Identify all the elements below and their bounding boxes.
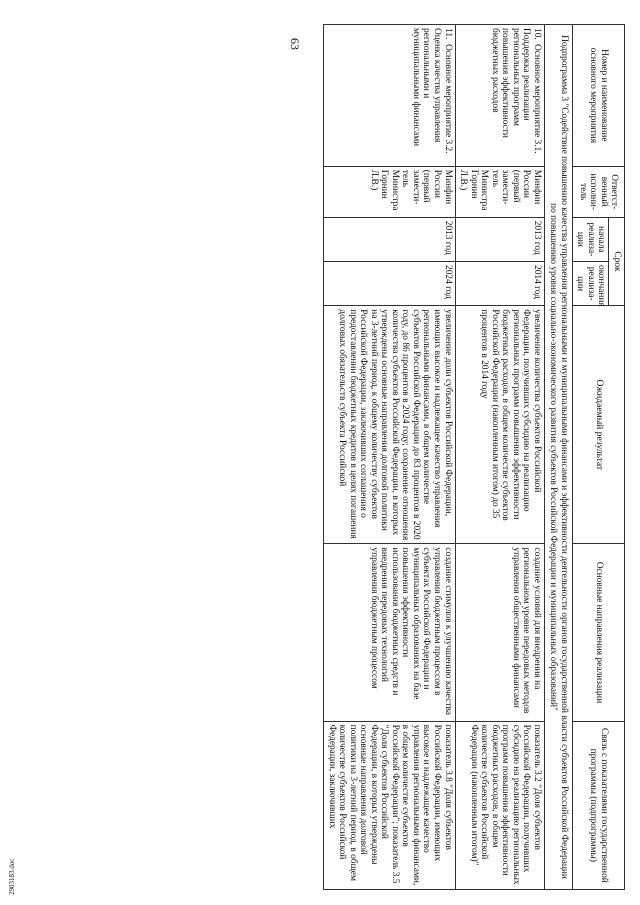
header-responsible: Ответст-венный исполни-тель	[572, 166, 624, 217]
activity-name: Основное мероприятие 3.2. Оценка качества управления региональными и муниципальными финансами	[410, 28, 453, 154]
responsible-cell: Минфин России (первый замести-тель Министра Горнин Л.В.)	[324, 166, 455, 217]
row-number: 11.	[442, 28, 453, 40]
row-number: 10.	[531, 28, 542, 40]
subprogram-title: Подпрограмма 3 "Содействие повышению качества управления региональными и муниципальными финансами и эффективности деятельности органов государственной власти субъектов Российской Федерации по повышению уровня социально-экономического развития субъектов Российской Федерации и муниципальных образований"	[544, 25, 572, 890]
result-cell: увеличение доли субъектов Российской Федерации, имеющих высокое и надлежащее качество управления региональными финансами, в общем количестве субъектов Российской Федерации до 83 процентов в 2020 году, до 86 процентов в 2024 году; сохранение отношения количества субъектов Российской Федерации, в которых утверждены основные направления долговой политики на 3-летний период, к общему количеству субъектов Российской Федерации, заключивших соглашения о предоставлении бюджетных кредитов в целях погашения долговых обязательств субъекта Российской	[324, 306, 455, 544]
header-indicators: Связь с показателями государственной программы (подпрограммы)	[572, 721, 624, 889]
header-term: Срок	[609, 217, 625, 306]
file-id: 2903183.doc	[8, 858, 16, 895]
activity-cell	[324, 25, 455, 167]
header-end: окончания реализа-ции	[572, 262, 609, 306]
indicators-cell: показатель 3.8 "Доля субъектов Российской Федерации, имеющих высокое и надлежащее качество управления региональными финансами, в общем количестве субъектов Российской Федерации"; показатель 3.5 "Доля субъектов Российской Федерации, в которых утверждены основные направления долговой политики на 3-летний период, в общем количестве субъектов Российской Федерации, заключивших	[324, 721, 455, 889]
activity-cell	[455, 25, 544, 167]
directions-cell: создание условий для внедрения на региональном уровне передовых методов управления общественными финансами	[455, 544, 544, 721]
table-row	[455, 25, 544, 890]
document-sheet	[60, 24, 625, 890]
header-activity: Номер и наименование основного мероприятия	[572, 25, 624, 167]
table-row	[324, 25, 455, 890]
end-cell: 2014 год	[455, 262, 544, 306]
page-number: 63	[288, 38, 302, 50]
header-directions: Основные направления реализации	[572, 544, 624, 721]
start-cell: 2013 год	[455, 217, 544, 261]
responsible-cell: Минфин России (первый замести-тель Министра Горнин Л.В.)	[455, 166, 544, 217]
header-start: начала реализа-ции	[572, 217, 609, 261]
activities-table	[323, 24, 625, 890]
start-cell: 2013 год	[324, 217, 455, 261]
result-cell: увеличение количества субъектов Российской Федерации, получивших субсидию на реализацию региональных программ повышения эффективности бюджетных расходов, в общем количестве субъектов Российской Федерации (накопленным итогом) до 35 процентов в 2014 году	[455, 306, 544, 544]
directions-cell: создание стимулов к улучшению качества управления бюджетным процессом в субъектах Российской Федерации и муниципальных образованиях на базе повышения эффективности использования бюджетных средств и внедрения передовых технологий управления бюджетным процессом	[324, 544, 455, 721]
indicators-cell: показатель 3.2 "Доля субъектов Российской Федерации, получивших субсидию на реализацию региональных программ повышения эффективности бюджетных расходов, в общем количестве субъектов Российской Федерации (накопленным итогом)"	[455, 721, 544, 889]
activity-name: Основное мероприятие 3.1. Поддержка реализации региональных программ повышения эффективности бюджетных расходов	[489, 28, 542, 154]
end-cell: 2024 год	[324, 262, 455, 306]
header-expected-result: Ожидаемый результат	[572, 306, 624, 544]
